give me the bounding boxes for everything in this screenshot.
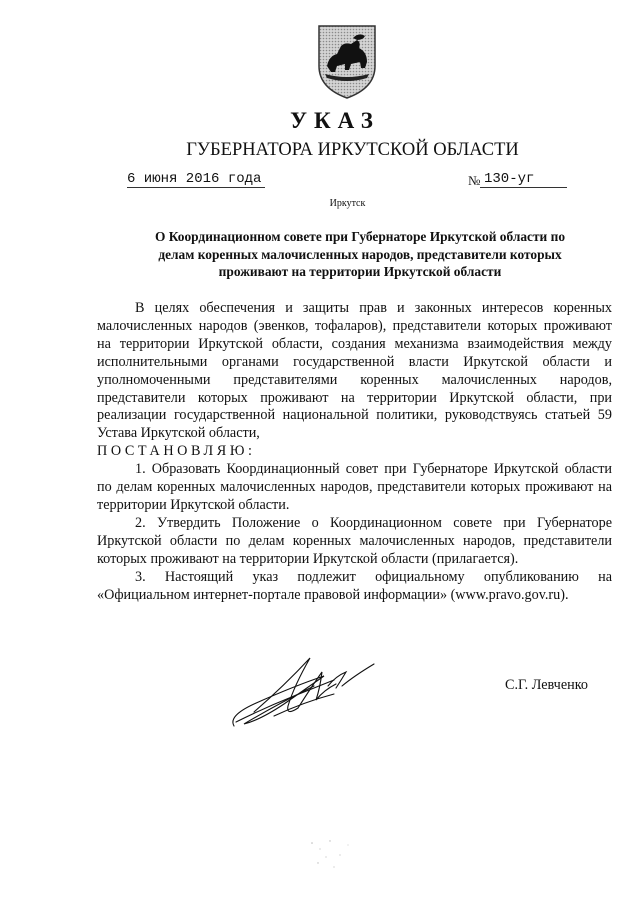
document-body [97, 300, 612, 604]
document-place: Иркутск [329, 198, 366, 209]
title-line: О Координационном совете при Губернаторе Иркутской области по [154, 229, 566, 244]
coat-of-arms-emblem [307, 22, 387, 102]
decree-item: 2. Утвердить Положение о Координационном совете при Губернаторе Иркутской области по делам коренных малочисленных народов, представители которых проживают на территории Иркутской области (прилагается). [97, 514, 612, 567]
document-title [110, 228, 610, 281]
decree-item: 3. Настоящий указ подлежит официальному опубликованию на «Официальном интернет-портале правовой информации» (www.pravo.gov.ru). [97, 568, 612, 603]
decree-word: ПОСТАНОВЛЯЮ: [97, 443, 256, 460]
title-line: делам коренных малочисленных народов, представители которых [158, 246, 562, 262]
issuing-authority: ГУБЕРНАТОРА ИРКУТСКОЙ ОБЛАСТИ [186, 140, 519, 160]
decree-item: 1. Образовать Координационный совет при Губернаторе Иркутской области по делам коренных малочисленных народов, представители которых проживают на территории Иркутской области. [97, 461, 612, 513]
preamble-paragraph: В целях обеспечения и защиты прав и законных интересов коренных малочисленных народов (эвенков, тофаларов), представители которых проживают на территории Иркутской области, создания механизма взаимодействия между исполнительными органами государственной власти Иркутской области и уполномоченными представителями коренных малочисленных народов, представители которых проживают на территории Иркутской области, при реализации государственной национальной политики, руководствуясь статьей 59 Устава Иркутской области, [97, 300, 612, 442]
document-date: 6 июня 2016 года [127, 171, 265, 188]
handwritten-signature [224, 646, 384, 732]
document-type-heading: УКАЗ [290, 108, 380, 133]
number-sign: № [468, 173, 481, 188]
title-line: проживают на территории Иркутской области [218, 264, 502, 279]
scan-noise [300, 835, 360, 875]
signer-name: С.Г. Левченко [505, 677, 588, 693]
document-number: 130-уг [480, 171, 567, 188]
